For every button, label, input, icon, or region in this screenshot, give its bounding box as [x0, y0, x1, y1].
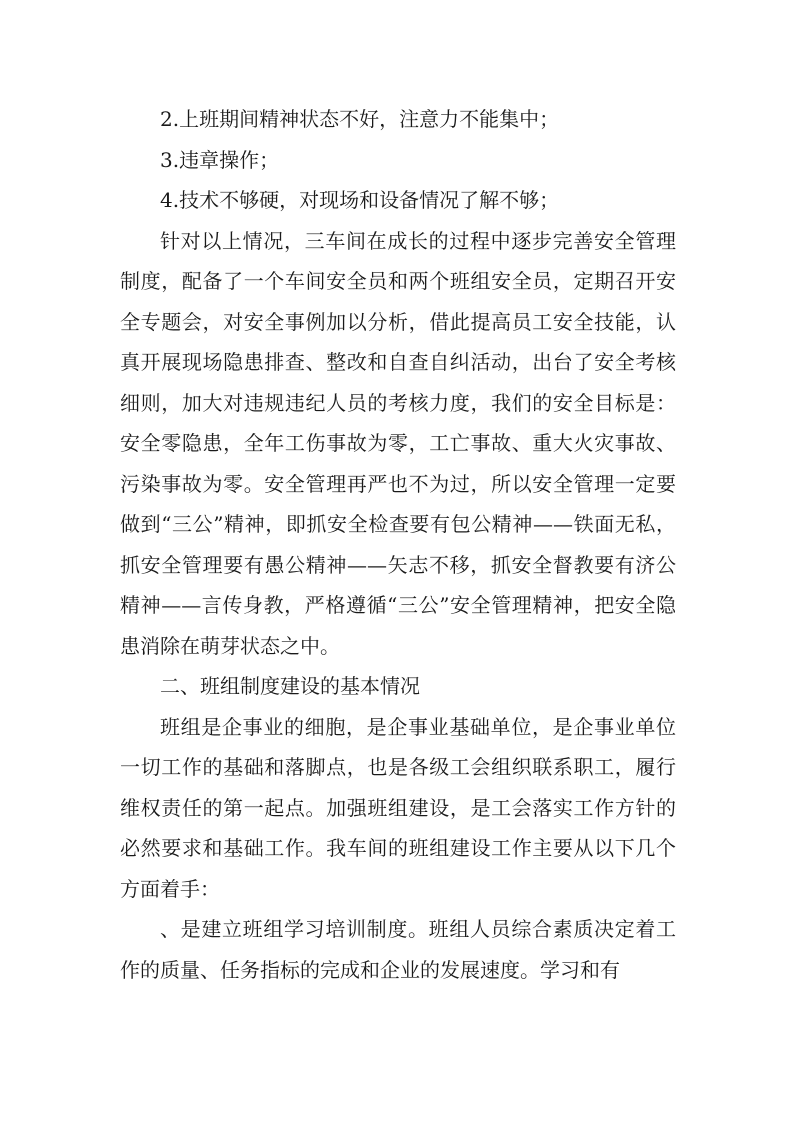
paragraph-training-system: 、是建立班组学习培训制度。班组人员综合素质决定着工作的质量、任务指标的完成和企业的发展速度。学习和有 [120, 917, 676, 982]
section-heading: 二、班组制度建设的基本情况 [160, 674, 420, 698]
document-body [120, 99, 676, 990]
list-item-2: 2.上班期间精神状态不好，注意力不能集中； [160, 107, 560, 131]
paragraph-safety-management: 针对以上情况，三车间在成长的过程中逐步完善安全管理制度，配备了一个车间安全员和两个班组安全员，定期召开安全专题会，对安全事例加以分析，借此提高员工安全技能，认真开展现场隐患排查、整改和自查自纠活动，出台了安全考核细则，加大对违规违纪人员的考核力度，我们的安全目标是：安全零隐患，全年工伤事故为零，工亡事故、重大火灾事故、污染事故为零。安全管理再严也不为过，所以安全管理一定要做到“三公”精神，即抓安全检查要有包公精神——铁面无私，抓安全管理要有愚公精神——矢志不移，抓安全督教要有济公精神——言传身教，严格遵循“三公”安全管理精神，把安全隐患消除在萌芽状态之中。 [120, 228, 676, 658]
list-item-4: 4.技术不够硬，对现场和设备情况了解不够； [160, 188, 560, 212]
paragraph-team-building: 班组是企事业的细胞，是企事业基础单位，是企事业单位一切工作的基础和落脚点，也是各级工会组织联系职工，履行维权责任的第一起点。加强班组建设，是工会落实工作方针的必然要求和基础工作。我车间的班组建设工作主要从以下几个方面着手： [120, 714, 676, 901]
list-item-3: 3.违章操作； [160, 147, 280, 172]
